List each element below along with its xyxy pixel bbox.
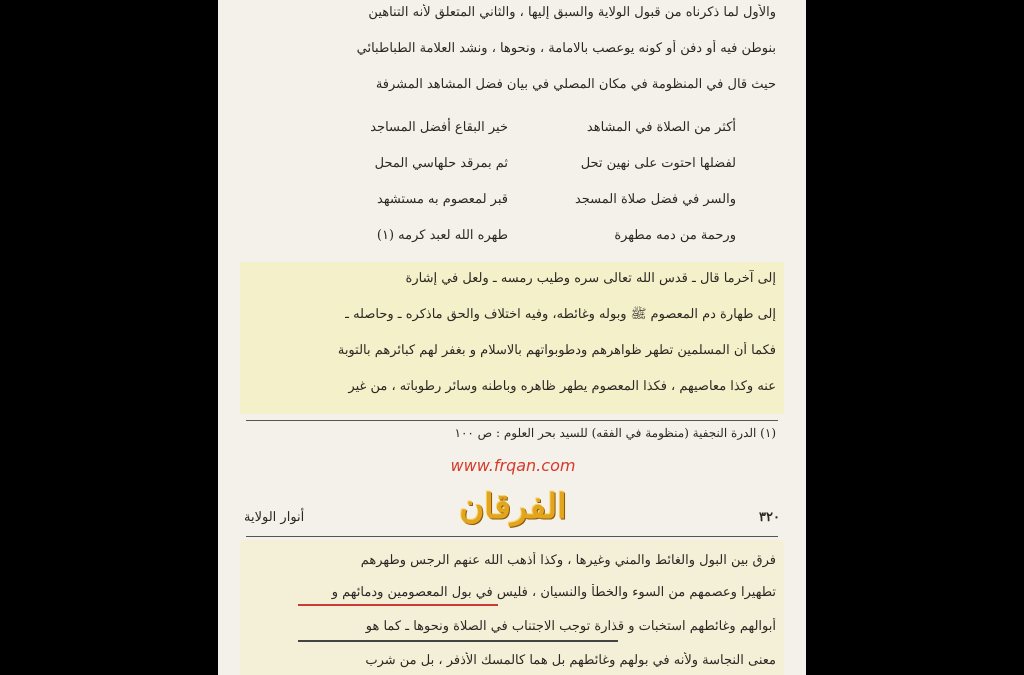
text-line: حيث قال في المنظومة في مكان المصلي في بيان فضل المشاهد المشرفة <box>375 77 776 92</box>
footnote-separator <box>246 420 778 421</box>
header-separator <box>246 536 778 537</box>
book-page <box>218 0 806 675</box>
footnote: (١) الدرة النجفية (منظومة في الفقه) للسيد بحر العلوم : ص ١٠٠ <box>454 426 776 440</box>
text-line: أبوالهم وغائطهم استخبات و قذارة توجب الاجتناب في الصلاة ونحوها ـ كما هو <box>365 619 776 634</box>
page-number: ٣٢٠ <box>759 510 780 525</box>
poem-hemistich-left: ثم بمرقد حلهاسي المحل <box>374 156 508 171</box>
text-line: معنى النجاسة ولأنه في بولهم وغائطهم بل هما كالمسك الأذفر ، بل من شرب <box>365 653 776 668</box>
text-line: بنوطن فيه أو دفن أو كونه يوعصب بالامامة ، ونحوها ، ونشد العلامة الطباطبائي <box>356 41 776 56</box>
poem-hemistich-right: لفضلها احتوت على نهين تحل <box>580 156 736 171</box>
poem-verse <box>288 120 736 140</box>
text-line: فرق بين البول والغائط والمني وغيرها ، وكذا أذهب الله عنهم الرجس وطهرهم <box>360 553 776 568</box>
poem-hemistich-right: أكثر من الصلاة في المشاهد <box>586 120 736 135</box>
highlighted-text-line: فكما أن المسلمين تطهر ظواهرهم ودطوبواتهم بالاسلام و بغفر لهم كبائرهم بالتوبة <box>337 343 776 358</box>
poem-hemistich-left: خير البقاع أفضل المساجد <box>370 120 508 135</box>
red-underline <box>298 604 498 606</box>
dark-underline <box>298 640 618 642</box>
highlighted-text-line: إلى طهارة دم المعصوم ﷺ وبوله وغائطه، وفيه اختلاف والحق ماذكره ـ وحاصله ـ <box>345 307 776 322</box>
poem-verse <box>288 156 736 176</box>
poem-hemistich-left: قبر لمعصوم به مستشهد <box>377 192 508 207</box>
text-line: والأول لما ذكرناه من قبول الولاية والسبق إليها ، والثاني المتعلق لأنه التناهين <box>368 5 776 20</box>
highlighted-text-line: إلى آخرما قال ـ قدس الله تعالى سره وطيب رمسه ـ ولعل في إشارة <box>405 271 776 286</box>
watermark-url: www.frqan.com <box>450 456 576 475</box>
poem-verse <box>288 228 736 248</box>
page-header <box>244 510 780 532</box>
poem-hemistich-left: طهره الله لعبد كرمه (١) <box>376 228 508 243</box>
highlighted-text-line: عنه وكذا معاصيهم ، فكذا المعصوم يطهر ظاهره وباطنه وسائر رطوباته ، من غير <box>348 379 776 394</box>
poem-hemistich-right: ورحمة من دمه مطهرة <box>614 228 736 243</box>
text-line: تطهيرا وعصمهم من السوء والخطأ والنسيان ، فليس في بول المعصومين ودمائهم و <box>331 585 776 600</box>
poem-verse <box>288 192 736 212</box>
book-title: أنوار الولاية <box>244 510 305 525</box>
logo-text: الفرقان <box>459 487 567 527</box>
poem-hemistich-right: والسر في فضل صلاة المسجد <box>574 192 736 207</box>
